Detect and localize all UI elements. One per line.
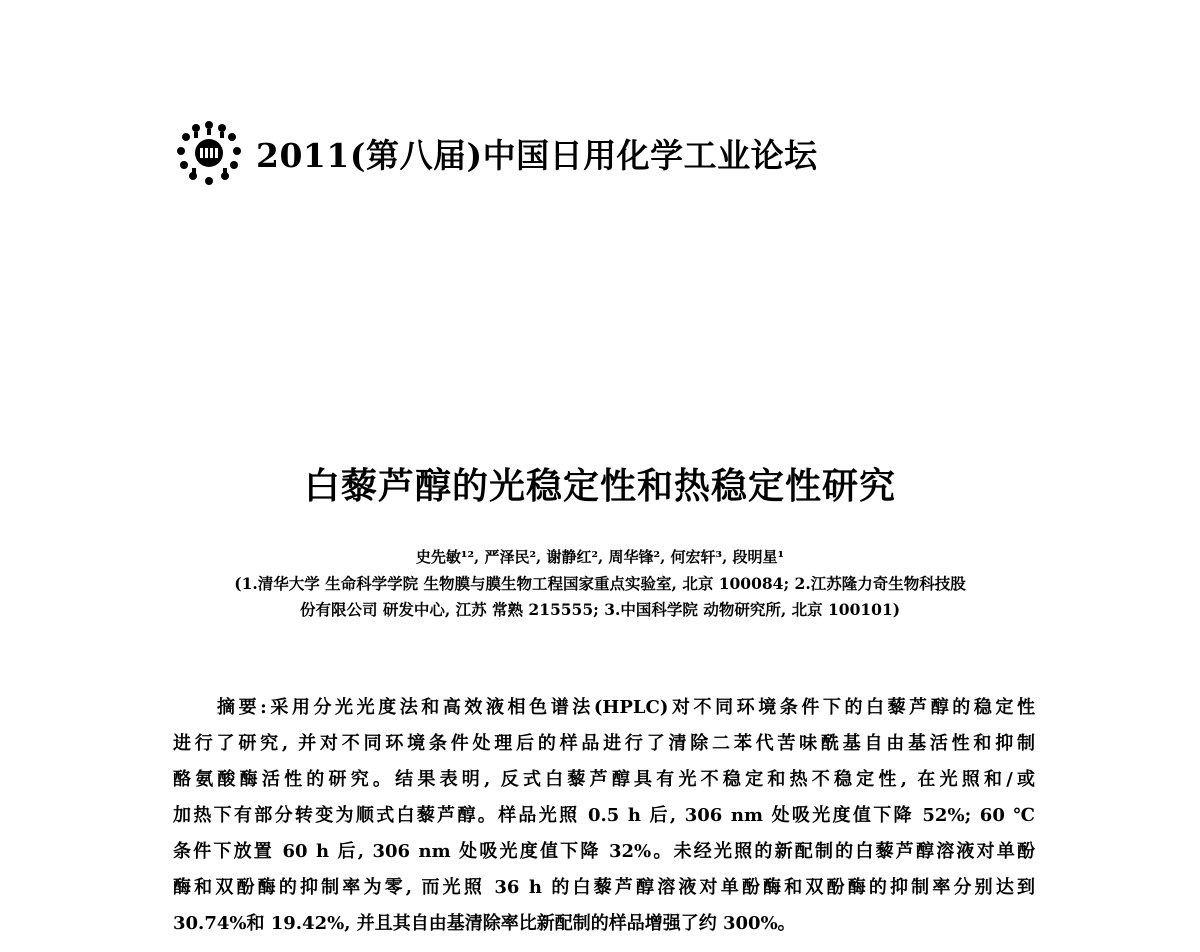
abstract-line: 进行了研究, 并对不同环境条件处理后的样品进行了清除二苯代苦味酰基自由基活性和抑制: [173, 733, 1035, 754]
conference-emblem-icon: [172, 118, 246, 188]
abstract-text: 采用分光光度法和高效液相色谱法(HPLC)对不同环境条件下的白藜芦醇的稳定性: [266, 697, 1035, 718]
paper-title: 白藜芦醇的光稳定性和热稳定性研究: [303, 465, 896, 507]
abstract-line: [173, 690, 1035, 726]
conference-header: [172, 118, 818, 188]
forum-title: 2011(第八届)中国日用化学工业论坛: [256, 135, 818, 175]
abstract-line: 条件下放置 60 h 后, 306 nm 处吸光度值下降 32%。未经光照的新配制的白藜芦醇溶液对单酚: [173, 841, 1035, 862]
abstract-line: 酪氨酸酶活性的研究。结果表明, 反式白藜芦醇具有光不稳定和热不稳定性, 在光照和/或: [173, 769, 1035, 790]
abstract-label: 摘要:: [217, 697, 267, 718]
abstract: [173, 690, 1035, 942]
abstract-line: 加热下有部分转变为顺式白藜芦醇。样品光照 0.5 h 后, 306 nm 处吸光度值下降 52%; 60 ℃: [173, 805, 1035, 826]
abstract-line: 酶和双酚酶的抑制率为零, 而光照 36 h 的白藜芦醇溶液对单酚酶和双酚酶的抑制率分别达到: [173, 877, 1035, 898]
abstract-line: 30.74%和 19.42%, 并且其自由基清除率比新配制的样品增强了约 300%。: [173, 913, 796, 934]
affiliation-line-1: (1.清华大学 生命科学学院 生物膜与膜生物工程国家重点实验室, 北京 100084; 2.江苏隆力奇生物科技股: [234, 574, 966, 593]
author-list: 史先敏¹², 严泽民², 谢静红², 周华锋², 何宏轩³, 段明星¹: [415, 548, 785, 566]
affiliation-line-2: 份有限公司 研发中心, 江苏 常熟 215555; 3.中国科学院 动物研究所, 北京 100101): [299, 600, 901, 619]
